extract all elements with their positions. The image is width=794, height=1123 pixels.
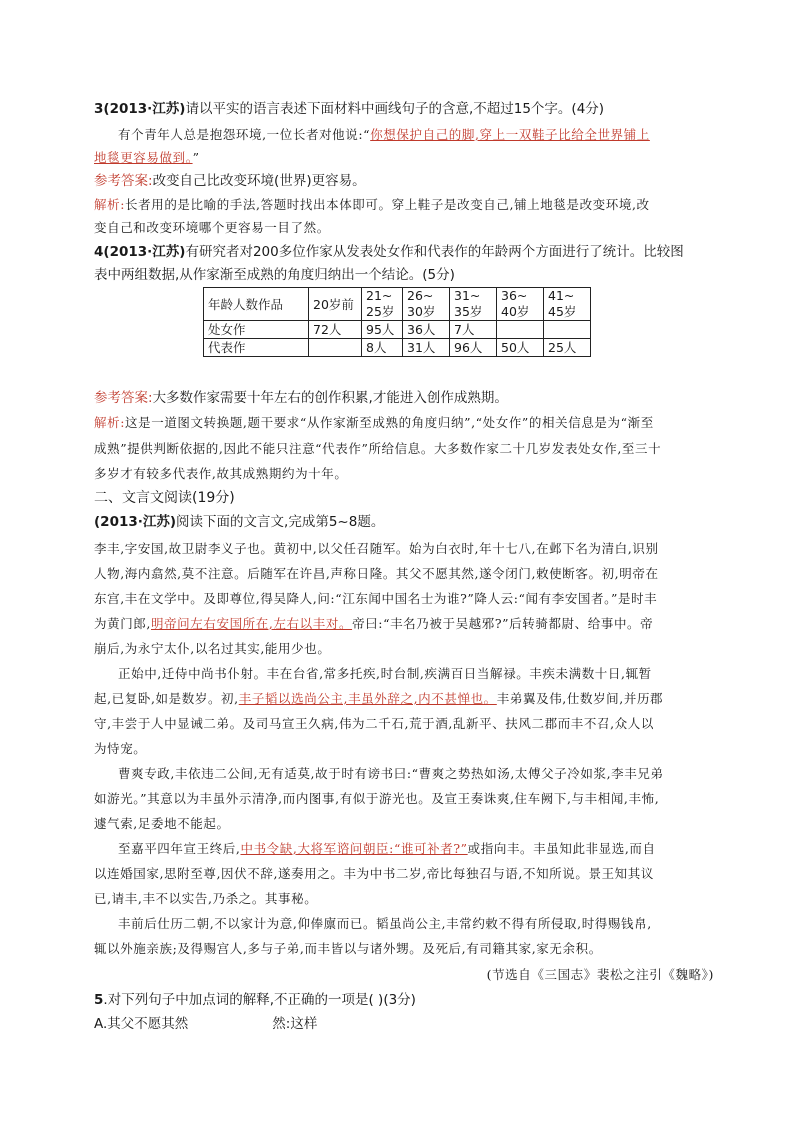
header-age-to: 40岁 <box>501 304 530 319</box>
q3-number: 3 <box>94 101 104 117</box>
table-cell: 7人 <box>450 321 497 339</box>
table-cell: 50人 <box>497 339 544 357</box>
table-cell: 31人 <box>403 339 450 357</box>
section-intro-source: (2013·江苏) <box>94 514 177 530</box>
table-cell: 8人 <box>362 339 403 357</box>
q4-analysis-line3: 多岁才有较多代表作,故其成熟期约为十年。 <box>94 466 348 481</box>
header-age-from: 36~ <box>501 288 528 303</box>
q4-answer <box>94 389 714 407</box>
table-cell: 25人 <box>544 339 591 357</box>
underlined-sentence: 明帝问左右安国所在,左右以丰对。 <box>150 616 353 631</box>
q5-prompt-text: .对下列句子中加点词的解释,不正确的一项是( )(3分) <box>103 992 416 1008</box>
header-age-range: 20岁前 <box>313 296 354 312</box>
passage-citation: (节选自《三国志》裴松之注引《魏略》) <box>486 967 714 982</box>
q4-answer-text: 大多数作家需要十年左右的创作积累,才能进入创作成熟期。 <box>152 390 508 406</box>
q4-prompt-line2: 表中两组数据,从作家渐至成熟的角度归纳出一个结论。(5分) <box>94 267 455 283</box>
passage-line: 如游光。”其意以为丰虽外示清净,而内图事,有似于游光也。及宣王奏诛爽,住车阙下,与丰相闻,丰怖, <box>94 791 660 806</box>
age-statistics-table <box>203 287 591 357</box>
passage-line: 遽气索,足委地不能起。 <box>94 816 230 831</box>
header-age-from: 31~ <box>454 288 481 303</box>
passage-text: 丰弟翼及伟,仕数岁间,并历郡 <box>496 691 664 706</box>
q4-prompt-text: 有研究者对200多位作家从发表处女作和代表作的年龄两个方面进行了统计。比较图 <box>185 244 684 260</box>
table-corner-header: 年龄人数作品 <box>204 288 309 321</box>
passage-line <box>94 615 714 633</box>
q5-option-a <box>94 1015 714 1033</box>
header-age-to: 35岁 <box>454 304 483 319</box>
passage-line: 正始中,迁侍中尚书仆射。丰在台省,常多托疾,时台制,疾满百日当解禄。丰疾未满数十日,辄暂 <box>118 666 652 681</box>
table-cell: 72人 <box>309 321 362 339</box>
q3-analysis-line2: 变自己和改变环境哪个更容易一目了然。 <box>94 220 330 235</box>
table-cell <box>544 321 591 339</box>
header-age-from: 26~ <box>407 288 434 303</box>
passage-text: 为黄门郎, <box>94 616 151 631</box>
passage-line: 李丰,字安国,故卫尉李义子也。黄初中,以父任召随军。始为白衣时,年十七八,在邺下名为清白,识别 <box>94 541 659 556</box>
q3-answer-text: 改变自己比改变环境(世界)更容易。 <box>152 173 366 189</box>
q4-prompt-line1 <box>94 243 714 261</box>
table-cell <box>497 321 544 339</box>
passage-text: 起,已复卧,如是数岁。初, <box>94 691 239 706</box>
underlined-sentence: 中书令缺,大将军谘问朝臣:“谁可补者?” <box>240 841 468 856</box>
option-text: 其父不愿其然 <box>107 1016 189 1032</box>
table-header-cell <box>544 288 591 321</box>
q3-underlined-sentence-2: 地毯更容易做到。 <box>94 150 193 165</box>
q3-material-tail: ” <box>192 150 200 165</box>
q3-material-line1 <box>94 126 738 144</box>
q4-analysis-line2: 成熟”提供判断依据的,因此不能只注意“代表作”所给信息。大多数作家二十几岁发表处女作,至三十 <box>94 441 662 456</box>
q3-analysis-text-1: 长者用的是比喻的手法,答题时找出本体即可。穿上鞋子是改变自己,铺上地毯是改变环境,改 <box>125 197 650 212</box>
table-cell: 95人 <box>362 321 403 339</box>
q3-underlined-sentence-1: 你想保护自己的脚,穿上一双鞋子比给全世界铺上 <box>370 127 650 142</box>
section-intro-text: 阅读下面的文言文,完成第5~8题。 <box>176 514 385 530</box>
table-cell: 36人 <box>403 321 450 339</box>
q4-analysis-label: 解析: <box>94 415 126 430</box>
passage-line <box>94 690 714 708</box>
passage-line: 曹爽专政,丰依违二公间,无有适莫,故于时有谤书曰:“曹爽之势热如汤,太傅父子冷如浆,李丰兄弟 <box>118 766 664 781</box>
q3-answer <box>94 172 714 190</box>
table-cell: 96人 <box>450 339 497 357</box>
passage-line <box>94 840 738 858</box>
table-header-cell <box>497 288 544 321</box>
header-age-from: 41~ <box>548 288 575 303</box>
header-age-from: 21~ <box>366 288 393 303</box>
row-label: 处女作 <box>204 321 309 339</box>
q4-answer-label: 参考答案: <box>94 390 153 406</box>
table-row <box>204 339 591 357</box>
passage-line: 辄以外施亲族;及得赐宫人,多与子弟,而丰皆以与诸外甥。及死后,有司籍其家,家无余积。 <box>94 941 602 956</box>
passage-line: 为恃宠。 <box>94 741 147 756</box>
table-header-row <box>204 288 591 321</box>
q3-prompt-text: 请以平实的语言表述下面材料中画线句子的含意,不超过15个字。(4分) <box>185 101 605 117</box>
q5-number: 5 <box>94 992 104 1008</box>
option-gloss: 然:这样 <box>272 1016 318 1032</box>
header-age-to: 30岁 <box>407 304 436 319</box>
table-row <box>204 321 591 339</box>
q5-prompt <box>94 991 714 1009</box>
passage-text: 帝曰:“丰名乃被于吴越邪?”后转骑都尉、给事中。帝 <box>352 616 654 631</box>
passage-line: 人物,海内翕然,莫不注意。后随军在许昌,声称日隆。其父不愿其然,遂令闭门,敕使断客。初,明帝在 <box>94 566 659 581</box>
table-cell <box>309 339 362 357</box>
section-title: 二、文言文阅读(19分) <box>94 490 235 506</box>
q4-analysis-line1 <box>94 414 714 432</box>
q3-material-line2 <box>94 149 714 167</box>
table-header-cell <box>362 288 403 321</box>
q3-answer-label: 参考答案: <box>94 173 153 189</box>
q4-number: 4 <box>94 244 104 260</box>
passage-line: 东宫,丰在文学中。及即尊位,得吴降人,问:“江东闻中国名士为谁?”降人云:“闻有李安国者。”是时丰 <box>94 591 658 606</box>
option-label: A. <box>94 1016 108 1032</box>
q3-prompt <box>94 100 714 118</box>
passage-line: 守,丰尝于人中显诫二弟。及司马宣王久病,伟为二千石,荒于酒,乱新平、扶风二郡而丰不召,众人以 <box>94 716 654 731</box>
table-header-cell <box>450 288 497 321</box>
underlined-sentence: 丰子韬以选尚公主,丰虽外辞之,内不甚惮也。 <box>238 691 497 706</box>
passage-line: 崩后,为永宁太仆,以名过其实,能用少也。 <box>94 641 331 656</box>
passage-text: 至嘉平四年宣王终后, <box>118 841 241 856</box>
passage-text: 或指向丰。丰虽知此非显选,而自 <box>467 841 656 856</box>
q3-analysis-line1 <box>94 196 714 214</box>
q4-analysis-text-1: 这是一道图文转换题,题干要求“从作家渐至成熟的角度归纳”,“处女作”的相关信息是为“渐至 <box>125 415 654 430</box>
passage-line: 丰前后仕历二朝,不以家计为意,仰俸廪而已。韬虽尚公主,丰常约敕不得有所侵取,时得赐钱帛, <box>118 916 652 931</box>
q3-analysis-label: 解析: <box>94 197 126 212</box>
header-age-to: 45岁 <box>548 304 577 319</box>
row-label: 代表作 <box>204 339 309 357</box>
section-intro <box>94 513 714 531</box>
q4-source: (2013·江苏) <box>103 244 186 260</box>
passage-line: 以连婚国家,思附至尊,因伏不辞,遂奏用之。丰为中书二岁,帝比每独召与语,不知所说。景王知其议 <box>94 866 654 881</box>
q3-material-lead: 有个青年人总是抱怨环境,一位长者对他说:“ <box>118 127 371 142</box>
passage-line: 已,请丰,丰不以实告,乃杀之。其事秘。 <box>94 891 318 906</box>
table-header-cell <box>309 288 362 321</box>
table-header-cell <box>403 288 450 321</box>
header-age-to: 25岁 <box>366 304 395 319</box>
q3-source: (2013·江苏) <box>103 101 186 117</box>
